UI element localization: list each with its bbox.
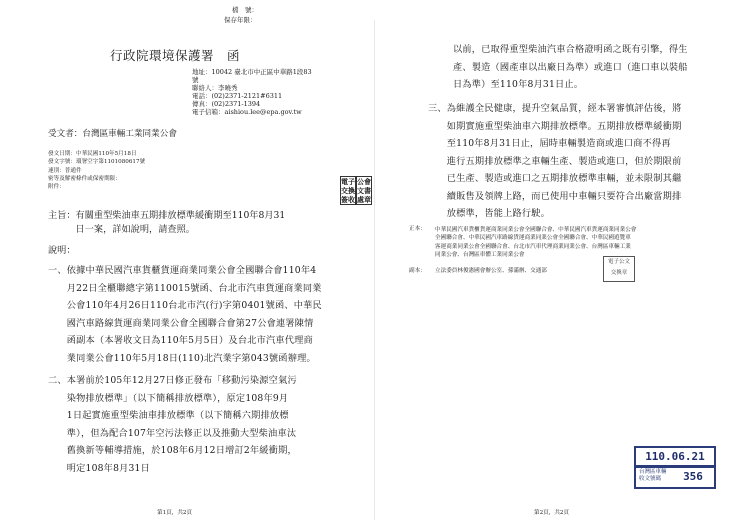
paragraph-line: 二、本署前於105年12月27日修正發布「移動污染源空氣污 (48, 375, 297, 386)
agency-title: 行政院環境保護署 函 (110, 48, 241, 63)
stamp-text: 簽收 (341, 195, 355, 204)
stamp-text: 文書 (357, 186, 371, 195)
paragraph-line: 準），但為配合107年空污法修正以及推動大型柴油車汰 (48, 427, 297, 439)
paragraph-line: 進行五期排放標準之車輛生產、製造或進口，但於期限前 (428, 155, 682, 167)
paragraph-line: 1日起實施重型柴油車排放標準（以下簡稱六期排放標 (48, 410, 289, 421)
paragraph-line: 日為準）至110年8月31日止。 (453, 79, 584, 90)
stamp-text: 交換 (341, 186, 355, 195)
paragraph-line: 舊換新等輔導措施，於108年6月12日增訂2年緩衝期， (48, 445, 297, 456)
meta-line: 密等及解密條件或保密期限： (48, 175, 121, 182)
copy-label: 副本： (409, 268, 426, 274)
paragraph-line: 月22日全櫃聯總字第110015號函、台北市汽車貨運商業同業 (48, 282, 322, 294)
paragraph-line: 一、依據中華民國汽車貨櫃貨運商業同業公會全國聯合會110年4 (48, 265, 317, 276)
cc-line: 客運商業同業公會全國聯合會、台北市汽車代理商業同業公會、台灣區車輛工業 (435, 243, 631, 250)
subject-line: 日一案，詳如說明，請查照。 (48, 224, 195, 235)
contact-line: 號 (192, 76, 199, 84)
paragraph-line: 如期實施重型柴油車六期排放標準。五期排放標準緩衝期 (428, 120, 682, 132)
stamp-text: 電子 (341, 177, 355, 186)
page-number: 第2頁，共2頁 (534, 510, 570, 516)
paragraph-line: 三、為維護全民健康，提升空氣品質，經本署審慎評估後，將 (428, 103, 682, 114)
copy-recipients: 立法委員林俊憲國會辦公室、孫滿辦、交通部 (435, 268, 547, 274)
meta-line: 速別：普通件 (48, 167, 82, 174)
cc-recipients (435, 226, 747, 260)
explanation-item-2 (48, 372, 373, 477)
paragraph-line: 公會110年4月26日110台北市汽(行)字第0401號函、中華民 (48, 300, 322, 311)
receipt-label-line: 台灣區車輛 (639, 469, 667, 475)
stamp-text: 處章 (357, 195, 371, 204)
paragraph-line: 放標準，皆能上路行駛。 (428, 208, 551, 219)
paragraph-line: 續販售及領牌上路，而已使用中車輛只要符合出廠當期排 (428, 190, 682, 202)
paragraph-line: 函副本（本署收文日為110年5月5日）及台北市汽車代理商 (48, 335, 313, 346)
e-receipt-stamp (340, 176, 356, 205)
contact-block (192, 68, 372, 116)
paragraph-line: 明定108年8月31日 (48, 462, 150, 474)
contact-line: 地址：10042 臺北市中正區中華路1段83 (192, 68, 312, 76)
receipt-number-stamp (634, 465, 716, 489)
subject-line: 主旨：有關重型柴油車五期排放標準緩衝期至110年8月31 (48, 210, 286, 221)
paragraph-line: 染物排放標準」（以下簡稱排放標準），原定108年9月 (48, 392, 289, 404)
association-stamp (356, 176, 372, 205)
explanation-label: 說明： (48, 245, 76, 256)
recipient: 受文者：台灣區車輛工業同業公會 (48, 129, 177, 139)
continuation-paragraph (453, 41, 748, 94)
paragraph-line: 產、製造（國產車以出廠日為準）或進口（進口車以裝船 (453, 61, 688, 73)
cc-line: 同業公會、台灣區車體工業同業公會 (435, 252, 525, 259)
paragraph-line: 以前，已取得重型柴油汽車合格證明函之既有引擎，得生 (453, 44, 688, 55)
electronic-seal (603, 256, 635, 282)
receipt-number: 356 (683, 470, 703, 483)
receipt-date: 110.06.21 (645, 450, 705, 463)
cc-line: 全國聯合會、中華民國汽車路線貨運商業同業公會全國聯合會、中華民國遊覽車 (435, 235, 631, 242)
receipt-label (639, 469, 667, 483)
receipt-label-line: 收文號碼 (639, 476, 662, 482)
contact-line: 傳真：(02)2371-1394 (192, 100, 261, 108)
contact-line: 電話：(02)2371-2121#6311 (192, 92, 283, 100)
explanation-item-3 (428, 100, 748, 223)
page-number: 第1頁，共2頁 (157, 510, 193, 516)
paragraph-line: 已生產、製造或進口之五期排放標準車輛，並未限制其繼 (428, 173, 682, 184)
meta-line: 發文字號：環署空字第1101080617號 (48, 159, 146, 166)
cc-label: 正本： (409, 226, 426, 232)
paragraph-line: 國汽車路線貨運商業同業公會全國聯合會第27公會連署陳情 (48, 317, 314, 329)
seal-text: 交換章 (610, 270, 628, 276)
stamp-text: 公會 (357, 177, 371, 186)
paragraph-line: 至110年8月31日止，屆時車輛製造商或進口商不得再 (428, 138, 671, 149)
paragraph-line: 業同業公會110年5月18日(110)北汽業字第043號函辦理。 (48, 352, 316, 364)
cc-line: 中華民國汽車貨櫃貨運商業同業公會全國聯合會、中華民國汽車貨運商業同業公會 (435, 227, 637, 233)
meta-block (48, 150, 248, 191)
meta-line: 附件： (48, 184, 65, 191)
subject (48, 209, 368, 237)
meta-line: 發文日期：中華民國110年5月18日 (48, 151, 137, 157)
explanation-item-1 (48, 262, 373, 367)
retention-label: 保存年限： (224, 16, 257, 24)
contact-line: 電子信箱：aishiou.lee@epa.gov.tw (192, 108, 302, 116)
contact-line: 聯絡人：李曉秀 (192, 84, 238, 92)
seal-text: 電子公文 (607, 259, 630, 265)
file-number-label: 檔 號： (232, 6, 258, 14)
